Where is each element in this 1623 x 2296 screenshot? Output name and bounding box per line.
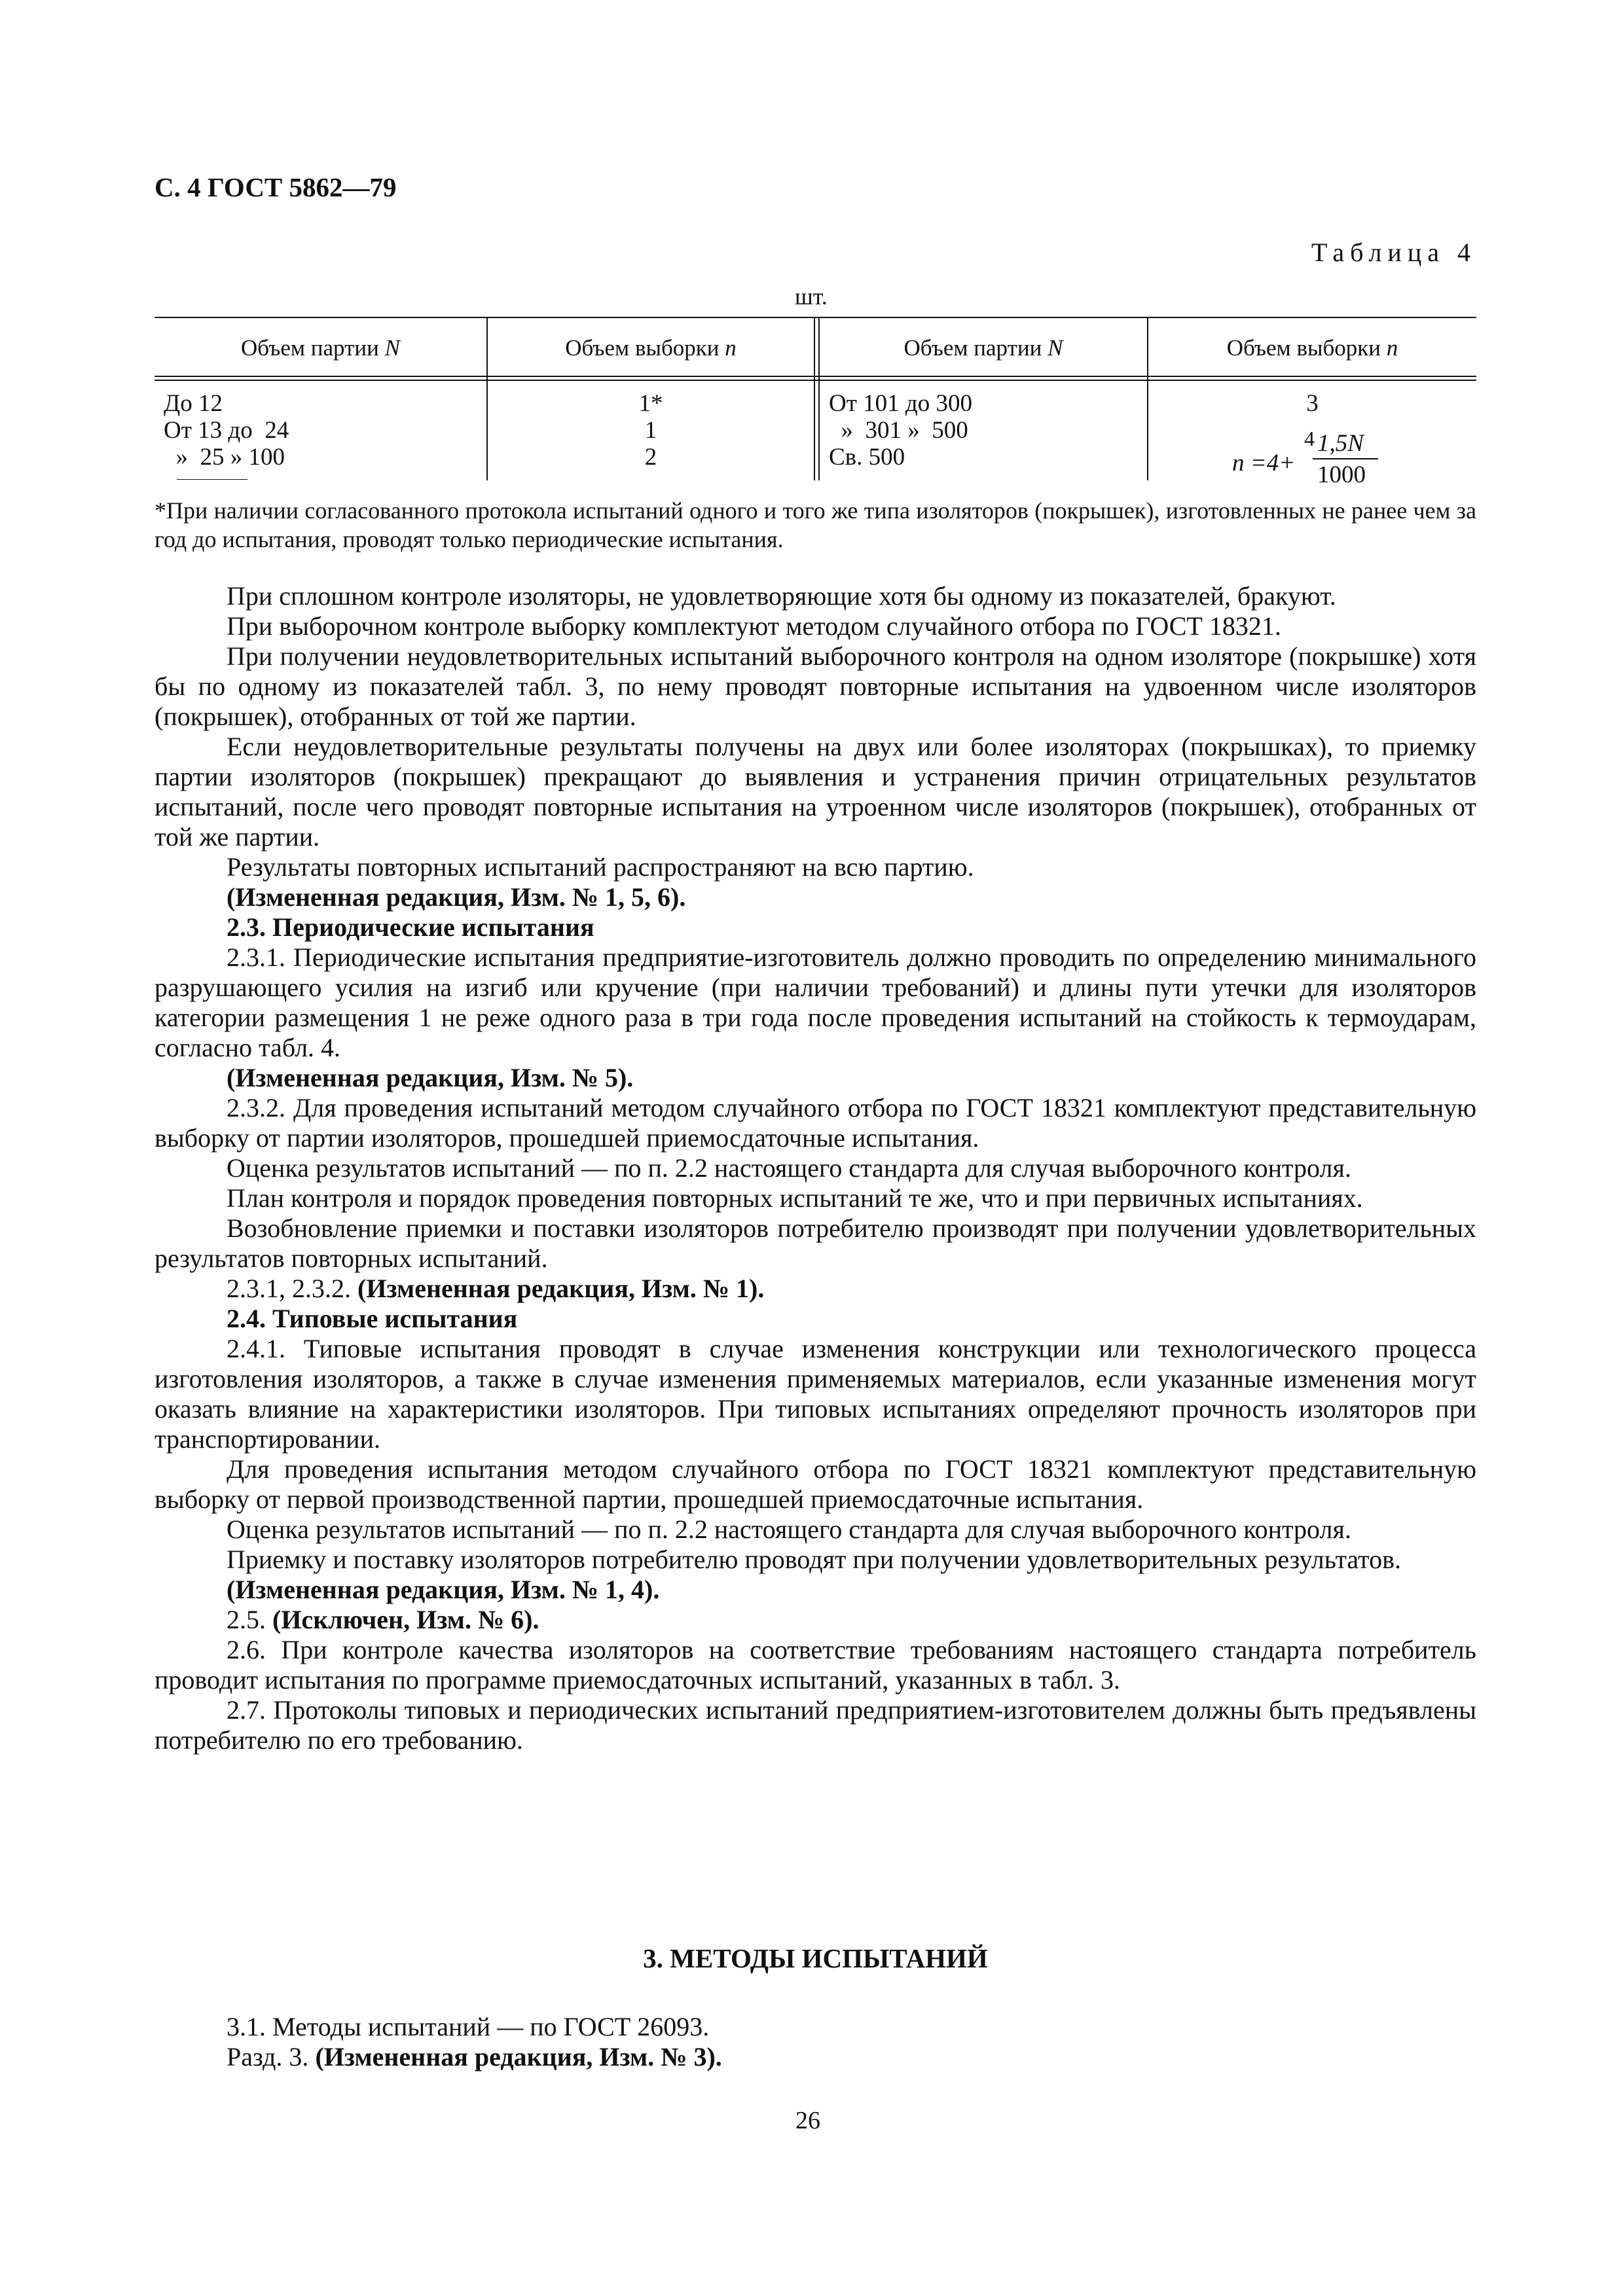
table-top-rule: [155, 317, 1476, 318]
paragraph: [155, 2012, 1476, 2042]
page-header: С. 4 ГОСТ 5862—79: [155, 172, 397, 202]
paragraph: [155, 581, 1476, 611]
table-header-rule: [155, 376, 1476, 377]
paragraph-bold-text: 2.4. Типовые испытания: [227, 1304, 518, 1333]
paragraph: [155, 641, 1476, 732]
paragraph-text: Приемку и поставку изоляторов потребителю проводят при получении удовлетворительных результатов.: [227, 1545, 1401, 1574]
paragraph-text: 2.4.1. Типовые испытания проводят в случае изменения конструкции или технологического процесса изготовления изоляторов, а также в случае изменения применяемых материалов, если указанные изменения могут оказать влияние на характеристики изоляторов. При типовых испытаниях определяют прочность изоляторов при транспортировании.: [155, 1334, 1476, 1454]
paragraph-text: План контроля и порядок проведения повторных испытаний те же, что и при первичных испытаниях.: [227, 1183, 1363, 1213]
paragraph: [155, 2042, 1476, 2072]
paragraph-bold-text: 2.3. Периодические испытания: [227, 912, 594, 942]
paragraph-bold-text: (Измененная редакция, Изм. № 5).: [227, 1063, 634, 1092]
paragraph: [155, 1605, 1476, 1635]
paragraph-text: 2.3.1, 2.3.2.: [227, 1274, 357, 1303]
paragraph-text: Если неудовлетворительные результаты получены на двух или более изоляторах (покрышках), то приемку партии изоляторов (покрышек) прекращают до выявления и устранения причин отрицательных результатов испытаний, после чего проводят повторные испытания на утроенном числе изоляторов (покрышек), отобранных от той же партии.: [155, 732, 1476, 852]
table-cell-lot: » 301 » 500: [829, 417, 968, 444]
table-cell-sample: 2: [644, 444, 657, 471]
paragraph: [155, 1695, 1476, 1755]
paragraph-bold-text: (Измененная редакция, Изм. № 1).: [357, 1274, 765, 1303]
footnote-rule: [177, 479, 247, 480]
body-text: [155, 581, 1476, 1755]
paragraph: [155, 912, 1476, 942]
paragraph: [155, 1515, 1476, 1545]
table-cell-lot: » 25 » 100: [164, 444, 285, 471]
paragraph: [155, 1213, 1476, 1274]
paragraph: [155, 1304, 1476, 1334]
table-col-divider-2a: [814, 317, 815, 480]
table-cell-lot: От 13 до 24: [164, 417, 289, 444]
table-header-sample-size-2: Объем выборки n: [1226, 335, 1398, 361]
paragraph: [155, 1575, 1476, 1605]
formula-denominator: 1000: [1317, 461, 1366, 488]
paragraph: [155, 1635, 1476, 1695]
paragraph-text: При выборочном контроле выборку комплектуют методом случайного отбора по ГОСТ 18321.: [227, 611, 1281, 641]
paragraph: [155, 732, 1476, 852]
table-header-lot-size-2: Объем партии N: [903, 335, 1063, 361]
table-header-rule-double: [155, 380, 1476, 381]
paragraph-text: 2.5.: [227, 1605, 272, 1634]
table-unit: шт.: [795, 283, 828, 310]
paragraph-text: Разд. 3.: [227, 2042, 316, 2072]
paragraph-bold-text: (Измененная редакция, Изм. № 3).: [315, 2042, 722, 2072]
table-footnote: *При наличии согласованного протокола испытаний одного и того же типа изоляторов (покрышек), изготовленных не ранее чем за год до испытания, проводят только периодические испытания.: [155, 497, 1476, 552]
paragraph: [155, 942, 1476, 1063]
paragraph-text: Оценка результатов испытаний — по п. 2.2 настоящего стандарта для случая выборочного контроля.: [227, 1153, 1351, 1183]
paragraph: [155, 1063, 1476, 1093]
paragraph-text: При сплошном контроле изоляторы, не удовлетворяющие хотя бы одному из показателей, бракуют.: [227, 581, 1336, 611]
paragraph-text: 2.3.2. Для проведения испытаний методом случайного отбора по ГОСТ 18321 комплектуют представительную выборку от партии изоляторов, прошедшей приемосдаточные испытания.: [155, 1093, 1476, 1153]
table-cell-sample: 3: [1306, 390, 1319, 417]
paragraph: [155, 1454, 1476, 1515]
paragraph: [155, 852, 1476, 882]
table-label: Таблица 4: [1311, 238, 1476, 267]
page-number: 26: [795, 2107, 820, 2134]
paragraph: [155, 882, 1476, 912]
formula-numerator: 1,5N: [1317, 430, 1364, 457]
paragraph: [155, 1183, 1476, 1213]
table-cell-sample: 1*: [638, 390, 663, 417]
paragraph-text: 2.3.1. Периодические испытания предприятие-изготовитель должно проводить по определению минимального разрушающего усилия на изгиб или кручение (при наличии требований) и длины пути утечки для изоляторов категории размещения 1 не реже одного раза в три года после проведения испытаний на стойкость к термоударам, согласно табл. 4.: [155, 942, 1476, 1062]
paragraph-bold-text: (Измененная редакция, Изм. № 1, 4).: [227, 1575, 660, 1604]
paragraph: [155, 1545, 1476, 1575]
paragraph-text: Возобновление приемки и поставки изоляторов потребителю производят при получении удовлетворительных результатов повторных испытаний.: [155, 1213, 1476, 1273]
formula-fraction-bar: [1313, 458, 1378, 459]
paragraph: [155, 611, 1476, 641]
paragraph-bold-text: (Измененная редакция, Изм. № 1, 5, 6).: [227, 882, 686, 912]
paragraph: [155, 1334, 1476, 1454]
paragraph-text: Оценка результатов испытаний — по п. 2.2 настоящего стандарта для случая выборочного контроля.: [227, 1515, 1351, 1544]
paragraph: [155, 1093, 1476, 1153]
paragraph-text: Для проведения испытания методом случайного отбора по ГОСТ 18321 комплектуют представительную выборку от первой производственной партии, прошедшей приемосдаточные испытания.: [155, 1454, 1476, 1514]
section-3-text: [155, 2012, 1476, 2072]
formula-lhs: n =4+: [1232, 450, 1296, 476]
paragraph-text: При получении неудовлетворительных испытаний выборочного контроля на одном изоляторе (покрышке) хотя бы по одному из показателей табл. 3, по нему проводят повторные испытания на удвоенном числе изоляторов (покрышек), отобранных от той же партии.: [155, 641, 1476, 731]
table-cell-lot: Св. 500: [829, 444, 905, 471]
formula-prefix-digit: 4: [1304, 427, 1315, 450]
paragraph-text: 3.1. Методы испытаний — по ГОСТ 26093.: [227, 2012, 710, 2041]
paragraph-text: 2.7. Протоколы типовых и периодических испытаний предприятием-изготовителем должны быть предъявлены потребителю по его требованию.: [155, 1695, 1476, 1755]
paragraph: [155, 1274, 1476, 1304]
table-cell-lot: От 101 до 300: [829, 390, 972, 417]
paragraph-bold-text: (Исключен, Изм. № 6).: [272, 1605, 539, 1634]
paragraph-text: 2.6. При контроле качества изоляторов на соответствие требованиям настоящего стандарта потребитель проводит испытания по программе приемосдаточных испытаний, указанных в табл. 3.: [155, 1635, 1476, 1695]
paragraph: [155, 1153, 1476, 1183]
paragraph-text: Результаты повторных испытаний распространяют на всю партию.: [227, 852, 974, 882]
table-cell-lot: До 12: [164, 390, 223, 417]
table-header-lot-size-1: Объем партии N: [241, 335, 400, 361]
table-cell-sample: 1: [644, 417, 657, 444]
section-title: 3. МЕТОДЫ ИСПЫТАНИЙ: [643, 1943, 988, 1973]
table-header-sample-size-1: Объем выборки n: [565, 335, 737, 361]
